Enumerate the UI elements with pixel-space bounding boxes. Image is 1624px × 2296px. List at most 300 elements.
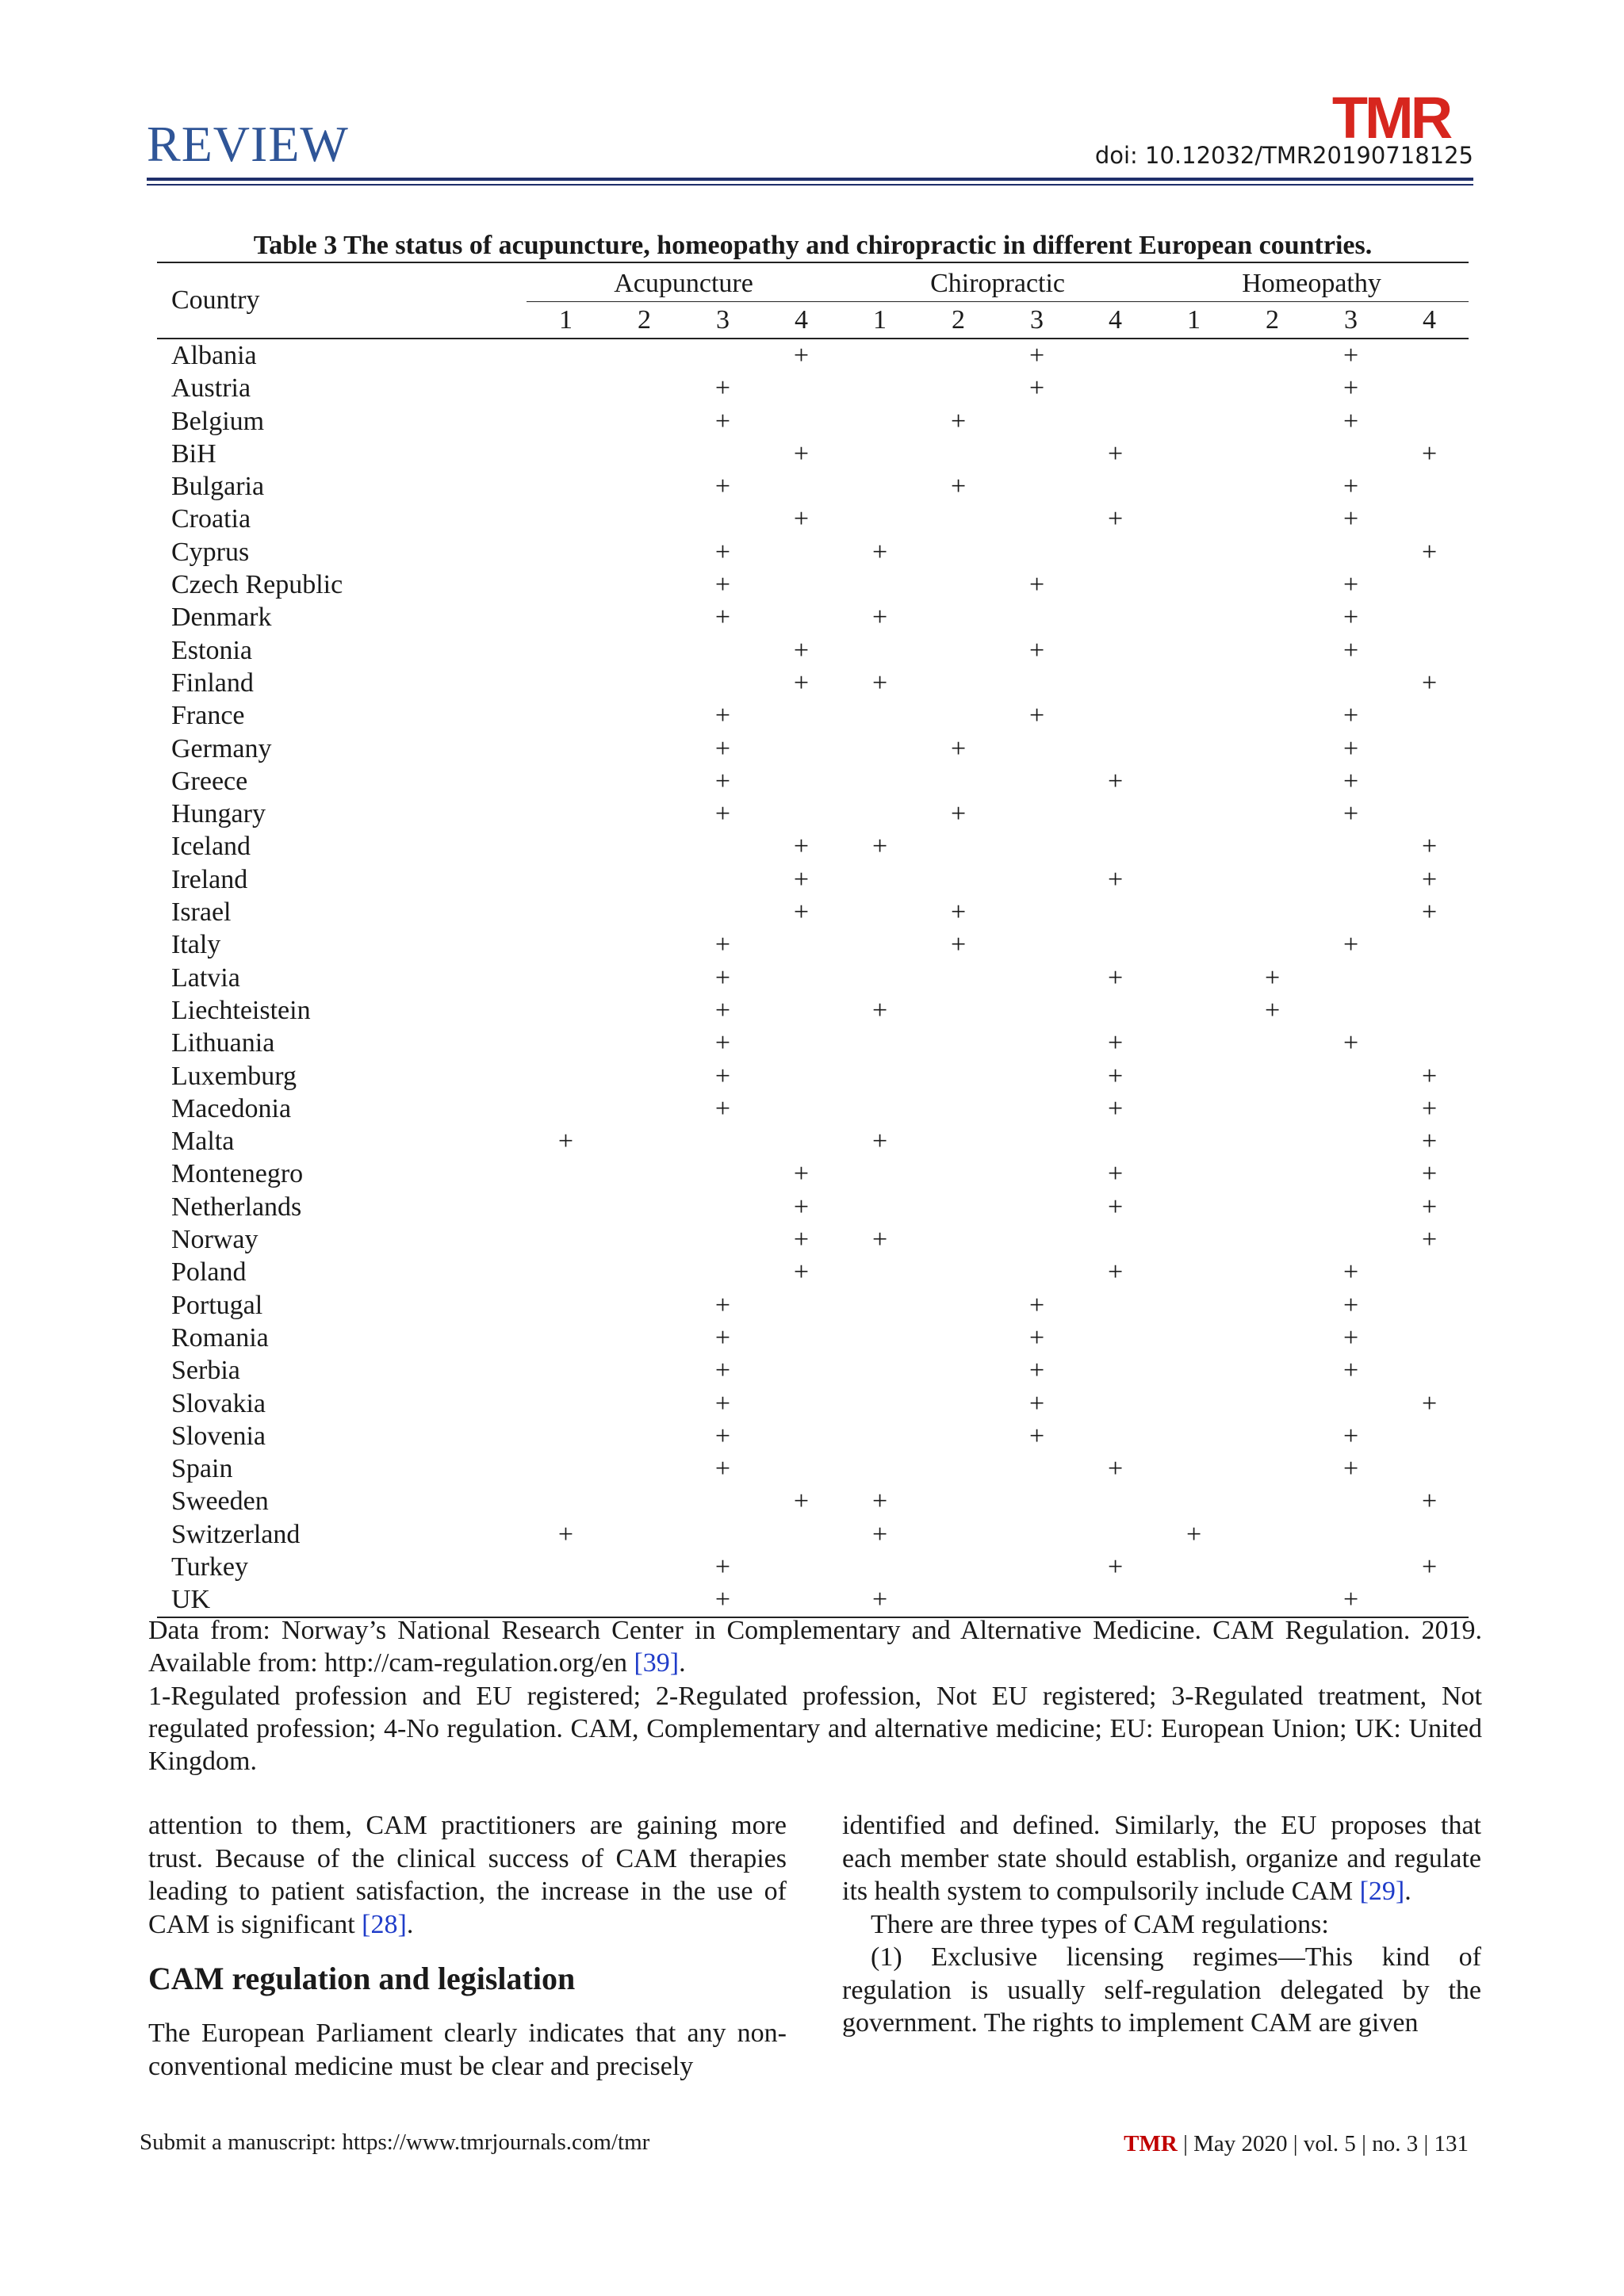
status-cell: + <box>871 1225 888 1255</box>
status-cell: + <box>1342 341 1359 370</box>
status-cell <box>919 1223 998 1256</box>
status-cell <box>1155 536 1233 568</box>
country-cell: Bulgaria <box>171 472 265 502</box>
country-cell: Austria <box>171 373 251 404</box>
status-cell <box>1233 1518 1312 1551</box>
country-cell: Germany <box>171 733 272 763</box>
status-cell <box>1076 339 1155 372</box>
country-cell: Italy <box>171 930 221 960</box>
status-cell: + <box>1342 1028 1359 1058</box>
status-cell <box>527 1289 605 1322</box>
status-cell <box>527 1027 605 1059</box>
subheader-cell: 2 <box>1233 302 1312 339</box>
paragraph: (1) Exclusive licensing regimes—This kind of regulation is usually self-regulation delegated by the government. The rights to implement CAM are given <box>842 1942 1481 2038</box>
status-cell <box>1076 1223 1155 1256</box>
status-cell: + <box>871 603 888 633</box>
status-cell: + <box>1342 1322 1359 1353</box>
status-cell <box>1390 470 1469 503</box>
status-cell <box>841 1387 919 1420</box>
status-cell <box>919 1060 998 1093</box>
status-cell <box>998 928 1076 961</box>
status-cell <box>841 1191 919 1223</box>
country-cell: Sweeden <box>171 1487 269 1517</box>
status-cell <box>1155 1387 1233 1420</box>
status-cell <box>1312 1485 1390 1517</box>
status-cell <box>919 1256 998 1288</box>
status-cell: + <box>1028 1356 1045 1386</box>
status-cell <box>841 1158 919 1190</box>
status-cell <box>1233 1452 1312 1485</box>
subheader-cell: 3 <box>998 302 1076 339</box>
table-row <box>157 1289 1469 1322</box>
status-cell: + <box>1107 438 1124 469</box>
status-cell <box>1233 1485 1312 1517</box>
status-cell: + <box>793 1487 810 1517</box>
status-cell: + <box>1342 799 1359 829</box>
status-cell <box>841 634 919 667</box>
status-cell <box>762 962 841 994</box>
status-cell: + <box>714 1290 731 1320</box>
status-cell <box>919 1125 998 1158</box>
status-cell <box>998 470 1076 503</box>
status-cell <box>1155 667 1233 699</box>
status-cell <box>1233 339 1312 372</box>
status-cell <box>1076 830 1155 863</box>
status-cell <box>762 470 841 503</box>
status-cell <box>1155 405 1233 438</box>
table-row <box>157 1256 1469 1288</box>
table-row <box>157 339 1469 372</box>
status-cell <box>527 470 605 503</box>
status-cell <box>1312 863 1390 896</box>
status-cell <box>998 1583 1076 1617</box>
status-cell <box>527 1551 605 1583</box>
status-cell <box>1076 699 1155 732</box>
status-cell <box>998 601 1076 633</box>
status-cell <box>1076 928 1155 961</box>
status-cell <box>1312 830 1390 863</box>
footer-issue <box>983 2133 1469 2156</box>
status-cell: + <box>1107 1192 1124 1222</box>
status-cell <box>762 994 841 1027</box>
status-cell: + <box>714 1028 731 1058</box>
status-cell <box>998 896 1076 928</box>
status-cell <box>684 1191 762 1223</box>
status-cell <box>1390 372 1469 404</box>
table-row <box>157 438 1469 470</box>
status-cell <box>998 994 1076 1027</box>
status-cell <box>527 503 605 535</box>
status-cell <box>527 372 605 404</box>
table-row <box>157 1191 1469 1223</box>
status-cell <box>1312 438 1390 470</box>
status-cell: + <box>871 1519 888 1549</box>
status-cell <box>605 634 684 667</box>
status-cell <box>762 1027 841 1059</box>
paragraph-end: . <box>406 1909 414 1939</box>
source-note <box>148 1614 1482 1679</box>
status-cell <box>527 896 605 928</box>
status-cell <box>684 896 762 928</box>
status-cell <box>1312 1060 1390 1093</box>
status-cell: + <box>714 1388 731 1418</box>
status-cell: + <box>1421 668 1438 698</box>
paragraph-end: . <box>1404 1877 1411 1906</box>
table-row <box>157 536 1469 568</box>
status-cell: + <box>793 341 810 370</box>
status-cell <box>1233 601 1312 633</box>
status-cell <box>527 765 605 798</box>
table-row <box>157 1027 1469 1059</box>
country-cell: Lithuania <box>171 1028 275 1058</box>
country-cell: France <box>171 701 245 731</box>
table-row <box>157 1518 1469 1551</box>
section-label: REVIEW <box>147 116 349 172</box>
status-cell <box>605 733 684 765</box>
table-row <box>157 765 1469 798</box>
status-cell: + <box>1107 1093 1124 1123</box>
status-cell: + <box>714 1454 731 1484</box>
status-cell <box>1312 1387 1390 1420</box>
country-cell: Hungary <box>171 799 266 829</box>
status-cell <box>1390 962 1469 994</box>
table-container <box>157 262 1469 1618</box>
status-cell <box>998 830 1076 863</box>
status-cell <box>1155 1027 1233 1059</box>
status-cell <box>527 830 605 863</box>
status-cell <box>762 733 841 765</box>
status-cell: + <box>1028 341 1045 370</box>
status-cell <box>1076 634 1155 667</box>
status-cell <box>1155 1191 1233 1223</box>
group-header-acupuncture: Acupuncture <box>527 262 841 302</box>
header-rule <box>147 178 1473 181</box>
status-cell <box>605 994 684 1027</box>
status-cell <box>684 339 762 372</box>
paragraph-text: attention to them, CAM practitioners are gaining more trust. Because of the clinical success of CAM therapies leading to patient satisfaction, the increase in the use of CAM is significant <box>148 1811 787 1939</box>
status-cell <box>919 1322 998 1354</box>
status-cell <box>605 1420 684 1452</box>
status-cell: + <box>714 1322 731 1353</box>
status-cell <box>605 798 684 830</box>
status-cell: + <box>1421 1127 1438 1157</box>
country-cell: Luxemburg <box>171 1061 297 1091</box>
status-cell: + <box>714 537 731 567</box>
status-cell <box>1233 1158 1312 1190</box>
status-cell <box>1312 1093 1390 1125</box>
status-cell <box>919 1452 998 1485</box>
status-cell: + <box>714 1356 731 1386</box>
status-cell: + <box>557 1519 574 1549</box>
status-cell <box>998 1518 1076 1551</box>
status-cell <box>684 1518 762 1551</box>
table-row <box>157 1158 1469 1190</box>
status-cell <box>998 1158 1076 1190</box>
status-cell: + <box>1342 472 1359 502</box>
status-cell <box>998 962 1076 994</box>
status-cell <box>762 1583 841 1617</box>
country-cell: Malta <box>171 1127 235 1157</box>
status-cell: + <box>1342 1454 1359 1484</box>
status-cell <box>841 1256 919 1288</box>
status-cell: + <box>1028 635 1045 665</box>
status-cell: + <box>950 406 967 436</box>
status-cell <box>762 372 841 404</box>
status-cell <box>605 1583 684 1617</box>
status-cell <box>605 928 684 961</box>
status-cell <box>1233 1387 1312 1420</box>
status-cell <box>762 798 841 830</box>
status-cell <box>1155 863 1233 896</box>
status-cell: + <box>793 1257 810 1288</box>
status-cell <box>527 699 605 732</box>
status-cell <box>1233 1027 1312 1059</box>
source-end: . <box>679 1648 686 1678</box>
status-cell <box>841 1452 919 1485</box>
status-cell <box>919 503 998 535</box>
status-cell: + <box>950 472 967 502</box>
status-cell: + <box>714 962 731 993</box>
status-cell <box>919 994 998 1027</box>
country-cell: Finland <box>171 668 254 698</box>
status-cell <box>998 1485 1076 1517</box>
status-cell <box>1155 1256 1233 1288</box>
status-cell <box>762 699 841 732</box>
status-cell <box>762 568 841 601</box>
status-cell <box>1390 765 1469 798</box>
status-cell <box>1155 1158 1233 1190</box>
submit-link[interactable]: Submit a manuscript: https://www.tmrjournals.com/tmr <box>140 2130 650 2155</box>
status-cell <box>1076 1322 1155 1354</box>
doi: doi: 10.12032/TMR20190718125 <box>1094 142 1473 169</box>
status-cell <box>762 405 841 438</box>
status-cell: + <box>1264 995 1281 1025</box>
status-cell <box>1233 536 1312 568</box>
status-cell <box>762 928 841 961</box>
paragraph-text: identified and defined. Similarly, the EU proposes that each member state should establish, organize and regulate its health system to compulsorily include CAM <box>842 1811 1481 1906</box>
status-cell <box>998 536 1076 568</box>
table-row <box>157 896 1469 928</box>
status-cell: + <box>950 799 967 829</box>
status-cell <box>1155 1093 1233 1125</box>
table-row <box>157 962 1469 994</box>
citation-link-39[interactable]: [39] <box>634 1648 680 1678</box>
status-cell <box>1076 733 1155 765</box>
status-cell: + <box>1028 701 1045 731</box>
country-cell: Spain <box>171 1454 233 1484</box>
status-cell <box>762 765 841 798</box>
table-row <box>157 667 1469 699</box>
status-cell: + <box>871 995 888 1025</box>
status-cell <box>1312 994 1390 1027</box>
status-cell: + <box>714 766 731 796</box>
status-cell <box>1155 1223 1233 1256</box>
status-cell <box>762 1551 841 1583</box>
country-cell: Switzerland <box>171 1519 301 1549</box>
status-cell <box>919 667 998 699</box>
status-cell <box>1312 1125 1390 1158</box>
status-cell <box>762 601 841 633</box>
status-cell <box>998 1223 1076 1256</box>
status-cell <box>605 1387 684 1420</box>
status-cell <box>998 798 1076 830</box>
status-cell <box>762 1125 841 1158</box>
status-cell <box>1155 1583 1233 1617</box>
status-cell <box>1233 1420 1312 1452</box>
status-cell <box>762 1354 841 1387</box>
status-cell <box>527 994 605 1027</box>
status-cell <box>1076 405 1155 438</box>
status-cell <box>527 667 605 699</box>
status-cell <box>762 1452 841 1485</box>
status-cell <box>527 1420 605 1452</box>
status-cell: + <box>714 373 731 404</box>
country-cell: Latvia <box>171 962 240 993</box>
status-cell: + <box>1421 1487 1438 1517</box>
table-row <box>157 733 1469 765</box>
status-cell <box>919 372 998 404</box>
status-cell <box>1390 699 1469 732</box>
table-row <box>157 1387 1469 1420</box>
status-cell: + <box>714 701 731 731</box>
legend-note: 1-Regulated profession and EU registered; 2-Regulated profession, Not EU registered; 3-Regulated treatment, Not regulated profession; 4-No regulation. CAM, Complementary and alternative medicine; EU: European Union; UK: United Kingdom. <box>148 1682 1482 1776</box>
status-cell <box>919 1027 998 1059</box>
status-cell: + <box>1342 930 1359 960</box>
status-cell: + <box>1185 1519 1202 1549</box>
status-cell <box>1155 699 1233 732</box>
subheader-cell: 1 <box>527 302 605 339</box>
status-cell <box>1233 798 1312 830</box>
status-cell <box>919 962 998 994</box>
status-cell <box>1155 634 1233 667</box>
subheader-cell: 2 <box>919 302 998 339</box>
status-cell <box>527 962 605 994</box>
status-cell: + <box>1421 864 1438 894</box>
status-cell <box>841 470 919 503</box>
status-cell <box>1233 1322 1312 1354</box>
status-cell <box>998 1027 1076 1059</box>
status-cell <box>605 830 684 863</box>
country-cell: UK <box>157 1583 527 1617</box>
country-cell: Portugal <box>171 1290 263 1320</box>
status-cell <box>1155 438 1233 470</box>
status-cell <box>841 1289 919 1322</box>
country-cell: Belgium <box>171 406 265 436</box>
status-cell <box>1076 1387 1155 1420</box>
status-cell <box>1076 1420 1155 1452</box>
country-cell: Macedonia <box>171 1093 292 1123</box>
status-cell: + <box>1342 733 1359 763</box>
status-cell: + <box>1028 373 1045 404</box>
status-cell <box>605 1485 684 1517</box>
tmr-logo <box>1312 94 1469 143</box>
status-cell: + <box>714 1421 731 1451</box>
status-cell: + <box>714 1552 731 1582</box>
country-cell: Czech Republic <box>171 570 343 600</box>
status-cell: + <box>1421 1225 1438 1255</box>
status-cell <box>1233 1256 1312 1288</box>
status-cell <box>1155 568 1233 601</box>
status-cell: + <box>1421 832 1438 862</box>
status-cell <box>527 798 605 830</box>
citation-link-28[interactable]: [28] <box>362 1909 407 1939</box>
status-cell: + <box>1107 1454 1124 1484</box>
status-cell <box>919 1354 998 1387</box>
status-cell: + <box>714 406 731 436</box>
status-cell <box>1233 1060 1312 1093</box>
status-cell: + <box>793 1159 810 1189</box>
status-cell <box>1233 1354 1312 1387</box>
status-cell <box>1076 798 1155 830</box>
status-cell <box>1233 1191 1312 1223</box>
status-cell: + <box>1107 1552 1124 1582</box>
status-cell <box>1155 1289 1233 1322</box>
status-cell: + <box>1342 570 1359 600</box>
table-row <box>157 601 1469 633</box>
status-cell <box>919 634 998 667</box>
country-header: Country <box>157 262 527 339</box>
status-cell: + <box>557 1127 574 1157</box>
status-cell <box>1390 1289 1469 1322</box>
body-column-left <box>148 1809 787 2083</box>
status-cell <box>605 1256 684 1288</box>
status-cell: + <box>1342 1421 1359 1451</box>
status-cell: + <box>793 635 810 665</box>
status-table <box>157 262 1469 1618</box>
subheader-cell: 1 <box>841 302 919 339</box>
status-cell <box>1155 1485 1233 1517</box>
table-row <box>157 699 1469 732</box>
status-cell <box>1233 733 1312 765</box>
status-cell <box>1233 896 1312 928</box>
status-cell <box>1390 405 1469 438</box>
status-cell <box>527 733 605 765</box>
status-cell <box>1155 339 1233 372</box>
status-cell <box>605 536 684 568</box>
status-cell <box>998 438 1076 470</box>
subheader-cell: 4 <box>1076 302 1155 339</box>
citation-link-29[interactable]: [29] <box>1359 1877 1405 1906</box>
status-cell <box>762 1420 841 1452</box>
status-cell <box>684 1256 762 1288</box>
status-cell <box>527 1387 605 1420</box>
status-cell: + <box>714 1061 731 1091</box>
status-cell <box>1155 928 1233 961</box>
status-cell <box>1390 601 1469 633</box>
country-cell: Greece <box>171 766 248 796</box>
status-cell <box>1390 1583 1469 1617</box>
status-cell: + <box>793 864 810 894</box>
status-cell <box>841 1027 919 1059</box>
country-cell: Romania <box>171 1322 269 1353</box>
status-cell <box>1155 372 1233 404</box>
status-cell <box>605 1125 684 1158</box>
status-cell: + <box>714 1093 731 1123</box>
subheader-cell: 4 <box>762 302 841 339</box>
table-row <box>157 372 1469 404</box>
status-cell: + <box>1421 897 1438 928</box>
status-cell <box>1390 1256 1469 1288</box>
status-cell: + <box>1342 373 1359 404</box>
status-cell: + <box>1421 1159 1438 1189</box>
status-cell <box>1076 568 1155 601</box>
table-row <box>157 1354 1469 1387</box>
status-cell <box>605 339 684 372</box>
status-cell <box>919 1387 998 1420</box>
status-cell <box>1233 470 1312 503</box>
status-cell <box>841 765 919 798</box>
status-cell <box>1155 830 1233 863</box>
